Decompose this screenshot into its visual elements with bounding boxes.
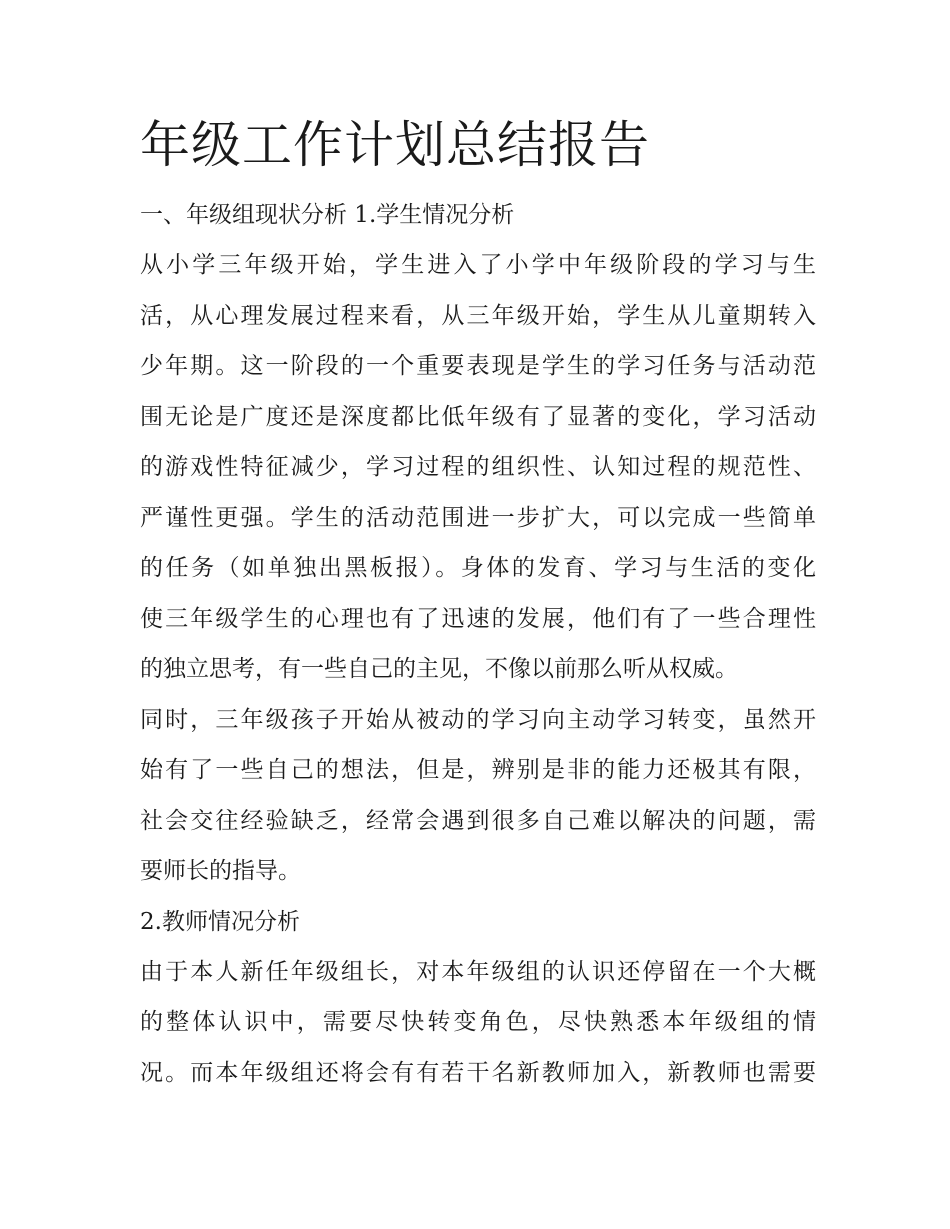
paragraph-student-psychology: [140, 240, 816, 695]
section-heading-student-analysis: 一、年级组现状分析 1.学生情况分析: [140, 202, 515, 228]
paragraph-line: 活，从心理发展过程来看，从三年级开始，学生从儿童期转入: [140, 302, 816, 329]
paragraph-line: 社会交往经验缺乏，经常会遇到很多自己难以解决的问题，需: [140, 807, 816, 834]
paragraph-line: 的任务（如单独出黑板报）。身体的发育、学习与生活的变化: [140, 555, 816, 581]
paragraph-line: 严谨性更强。学生的活动范围进一步扩大，可以完成一些简单: [140, 504, 816, 531]
paragraph-line: 使三年级学生的心理也有了迅速的发展，他们有了一些合理性: [140, 605, 816, 632]
paragraph-line: 少年期。这一阶段的一个重要表现是学生的学习任务与活动范: [140, 353, 816, 379]
paragraph-line: 从小学三年级开始，学生进入了小学中年级阶段的学习与生: [140, 252, 816, 278]
paragraph-line: 要师长的指导。: [140, 858, 301, 884]
paragraph-line: 的游戏性特征减少，学习过程的组织性、认知过程的规范性、: [140, 454, 816, 480]
section-heading-teacher-analysis: 2.教师情况分析: [140, 908, 300, 935]
paragraph-student-transition: [140, 695, 816, 897]
paragraph-teacher-situation: [140, 947, 816, 1099]
paragraph-line: 的独立思考，有一些自己的主见，不像以前那么听从权威。: [140, 656, 738, 682]
paragraph-line: 由于本人新任年级组长，对本年级组的认识还停留在一个大概: [140, 958, 816, 985]
paragraph-line: 围无论是广度还是深度都比低年级有了显著的变化，学习活动: [140, 403, 816, 430]
document-page: [140, 112, 816, 1098]
document-title: 年级工作计划总结报告: [140, 116, 650, 174]
paragraph-line: 的整体认识中，需要尽快转变角色，尽快熟悉本年级组的情: [140, 1009, 816, 1035]
paragraph-line: 始有了一些自己的想法，但是，辨别是非的能力还极其有限，: [140, 757, 816, 783]
paragraph-line: 同时，三年级孩子开始从被动的学习向主动学习转变，虽然开: [140, 706, 816, 733]
paragraph-line: 况。而本年级组还将会有有若干名新教师加入，新教师也需要: [140, 1059, 816, 1086]
